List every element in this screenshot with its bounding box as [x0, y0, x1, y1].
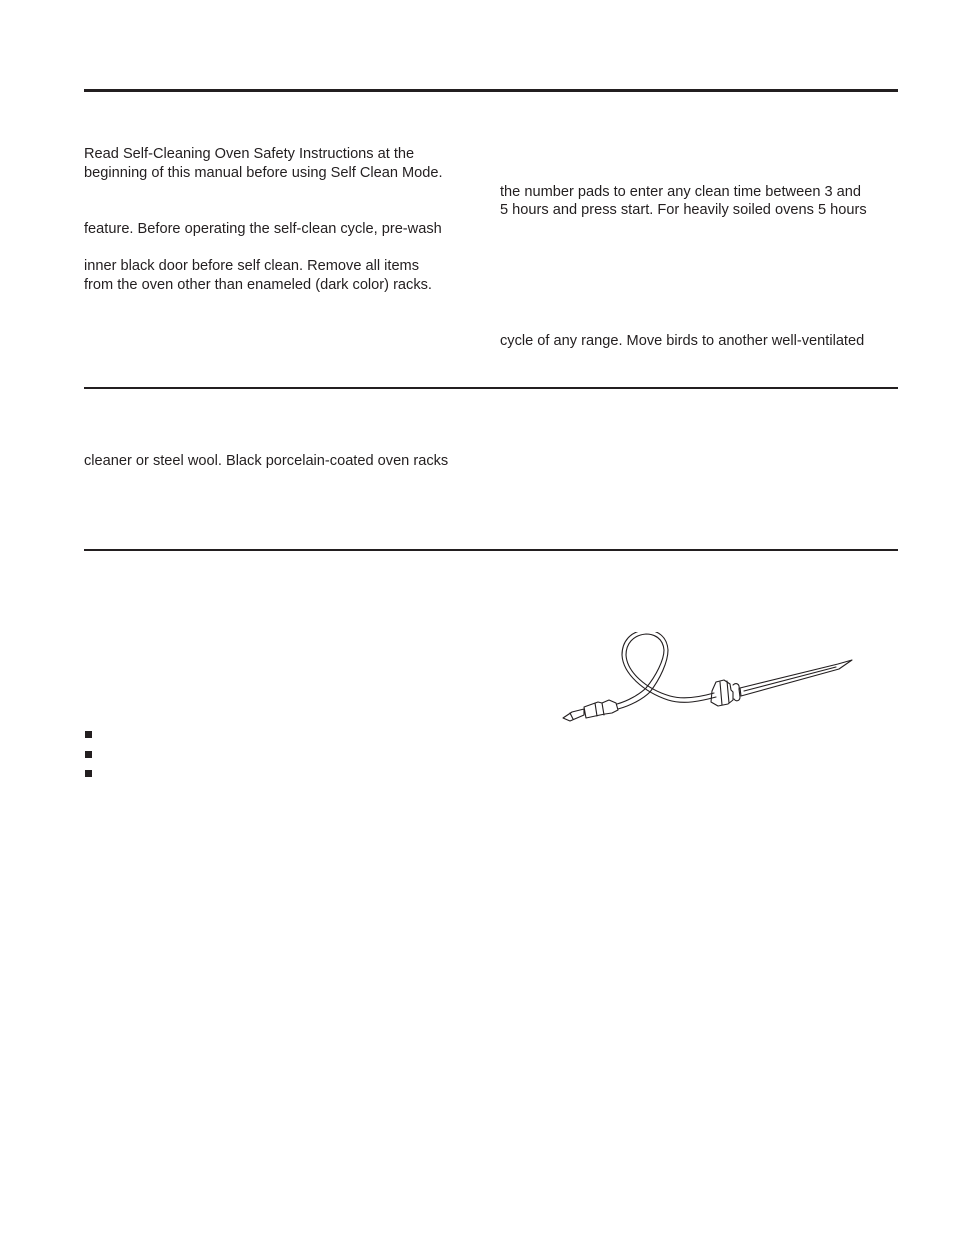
birds-line: cycle of any range. Move birds to another well-ventilated — [500, 333, 865, 349]
racks-line: cleaner or steel wool. Black porcelain-coated oven racks — [84, 453, 449, 469]
list-bullet-1 — [85, 731, 92, 738]
prep-line-2: from the oven other than enameled (dark color) racks. — [84, 277, 432, 293]
section-divider-top — [84, 89, 898, 92]
prep-line-1: inner black door before self clean. Remove all items — [84, 258, 420, 274]
section-divider-bottom — [84, 549, 898, 551]
self-clean-intro-line-2: beginning of this manual before using Self Clean Mode. — [84, 165, 443, 181]
self-clean-intro-line-1: Read Self-Cleaning Oven Safety Instructions at the — [84, 146, 415, 162]
clean-time-line-2: 5 hours and press start. For heavily soiled ovens 5 hours — [500, 202, 867, 218]
temperature-probe-icon — [556, 632, 858, 728]
clean-time-line-1: the number pads to enter any clean time between 3 and — [500, 184, 862, 200]
feature-line: feature. Before operating the self-clean cycle, pre-wash — [84, 221, 442, 237]
list-bullet-2 — [85, 751, 92, 758]
list-bullet-3 — [85, 770, 92, 777]
section-divider-middle — [84, 387, 898, 389]
